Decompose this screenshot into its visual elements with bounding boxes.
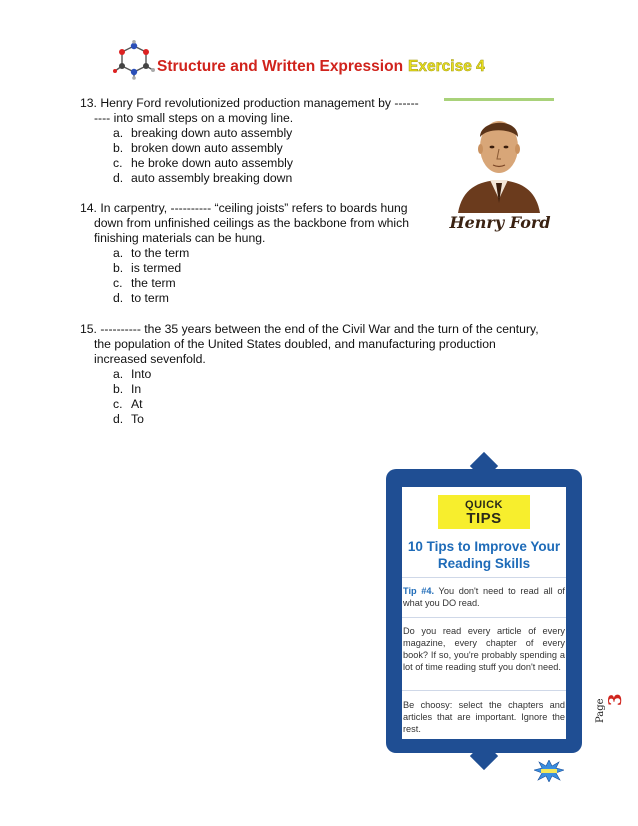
answer-option[interactable] — [113, 291, 430, 306]
divider — [444, 98, 554, 101]
answer-option[interactable] — [113, 261, 430, 276]
henry-ford-portrait — [452, 107, 546, 213]
option-letter: b. — [113, 261, 124, 275]
answer-options — [80, 246, 430, 306]
question-stem-continued: ---- into small steps on a moving line. — [94, 111, 294, 125]
option-letter: a. — [113, 246, 124, 260]
option-text: In — [131, 382, 142, 396]
option-text: At — [131, 397, 143, 411]
option-letter: d. — [113, 171, 124, 185]
option-text: to the term — [131, 246, 190, 260]
question-stem-continued: the population of the United States doubled, and manufacturing production increased sevenfold. — [94, 337, 496, 366]
option-letter: c. — [113, 276, 123, 290]
option-text: broken down auto assembly — [131, 141, 283, 155]
question-13 — [80, 96, 430, 186]
page-title — [157, 58, 485, 76]
tips-title: 10 Tips to Improve Your Reading Skills — [407, 539, 561, 571]
tip-label: Tip #4. — [403, 586, 435, 596]
answer-option[interactable] — [113, 367, 580, 382]
answer-options — [80, 367, 580, 427]
portrait-caption: Henry Ford — [449, 213, 551, 232]
option-text: the term — [131, 276, 176, 290]
tip-text: You don't need to read all of what you DO read. — [403, 586, 565, 608]
page-title-exercise: Exercise 4 — [408, 58, 485, 75]
option-letter: d. — [113, 412, 124, 426]
quick-tips-badge — [438, 495, 530, 529]
option-text: auto assembly breaking down — [131, 171, 293, 185]
option-text: Into — [131, 367, 152, 381]
answer-option[interactable] — [113, 397, 580, 412]
divider — [402, 577, 566, 578]
question-stem-continued: down from unfinished ceilings as the backbone from which finishing materials can be hung. — [94, 216, 410, 245]
question-15 — [80, 322, 580, 427]
option-text: to term — [131, 291, 169, 305]
option-letter: c. — [113, 397, 123, 411]
option-letter: c. — [113, 156, 123, 170]
answer-option[interactable] — [113, 171, 430, 186]
option-text: breaking down auto assembly — [131, 126, 293, 140]
page-number: 3 — [605, 693, 626, 706]
option-letter: d. — [113, 291, 124, 305]
answer-option[interactable] — [113, 276, 430, 291]
answer-option[interactable] — [113, 156, 430, 171]
option-text: is termed — [131, 261, 182, 275]
tip-paragraph: Be choosy: select the chapters and articles that are important. Ignore the rest. — [403, 700, 565, 734]
divider — [402, 690, 566, 691]
question-stem: 14. In carpentry, ---------- “ceiling joists” refers to boards hung — [80, 201, 408, 215]
option-letter: a. — [113, 367, 124, 381]
answer-option[interactable] — [113, 412, 580, 427]
option-text: he broke down auto assembly — [131, 156, 293, 170]
option-letter: b. — [113, 141, 124, 155]
badge-line-1: QUICK — [465, 499, 503, 511]
option-text: To — [131, 412, 144, 426]
molecule-logo-icon — [112, 40, 156, 80]
answer-options — [80, 126, 430, 186]
quick-tips-content — [402, 487, 566, 739]
answer-option[interactable] — [113, 126, 430, 141]
answer-option[interactable] — [113, 141, 430, 156]
option-letter: a. — [113, 126, 124, 140]
starburst-icon — [534, 760, 564, 782]
divider — [402, 617, 566, 618]
question-14 — [80, 201, 430, 306]
tip-paragraph: Do you read every article of every magazine, every chapter of every book? If so, you're probably spending a lot of time reading stuff you don't need. — [403, 626, 565, 672]
page-title-main: Structure and Written Expression — [157, 58, 404, 75]
tip-paragraph — [403, 585, 565, 609]
answer-option[interactable] — [113, 382, 580, 397]
page-label: Page — [595, 698, 606, 723]
option-letter: b. — [113, 382, 124, 396]
question-stem: 15. ---------- the 35 years between the end of the Civil War and the turn of the century, — [80, 322, 539, 336]
question-stem: 13. Henry Ford revolutionized production management by ------ — [80, 96, 419, 110]
answer-option[interactable] — [113, 246, 430, 261]
badge-line-2: TIPS — [466, 510, 502, 527]
